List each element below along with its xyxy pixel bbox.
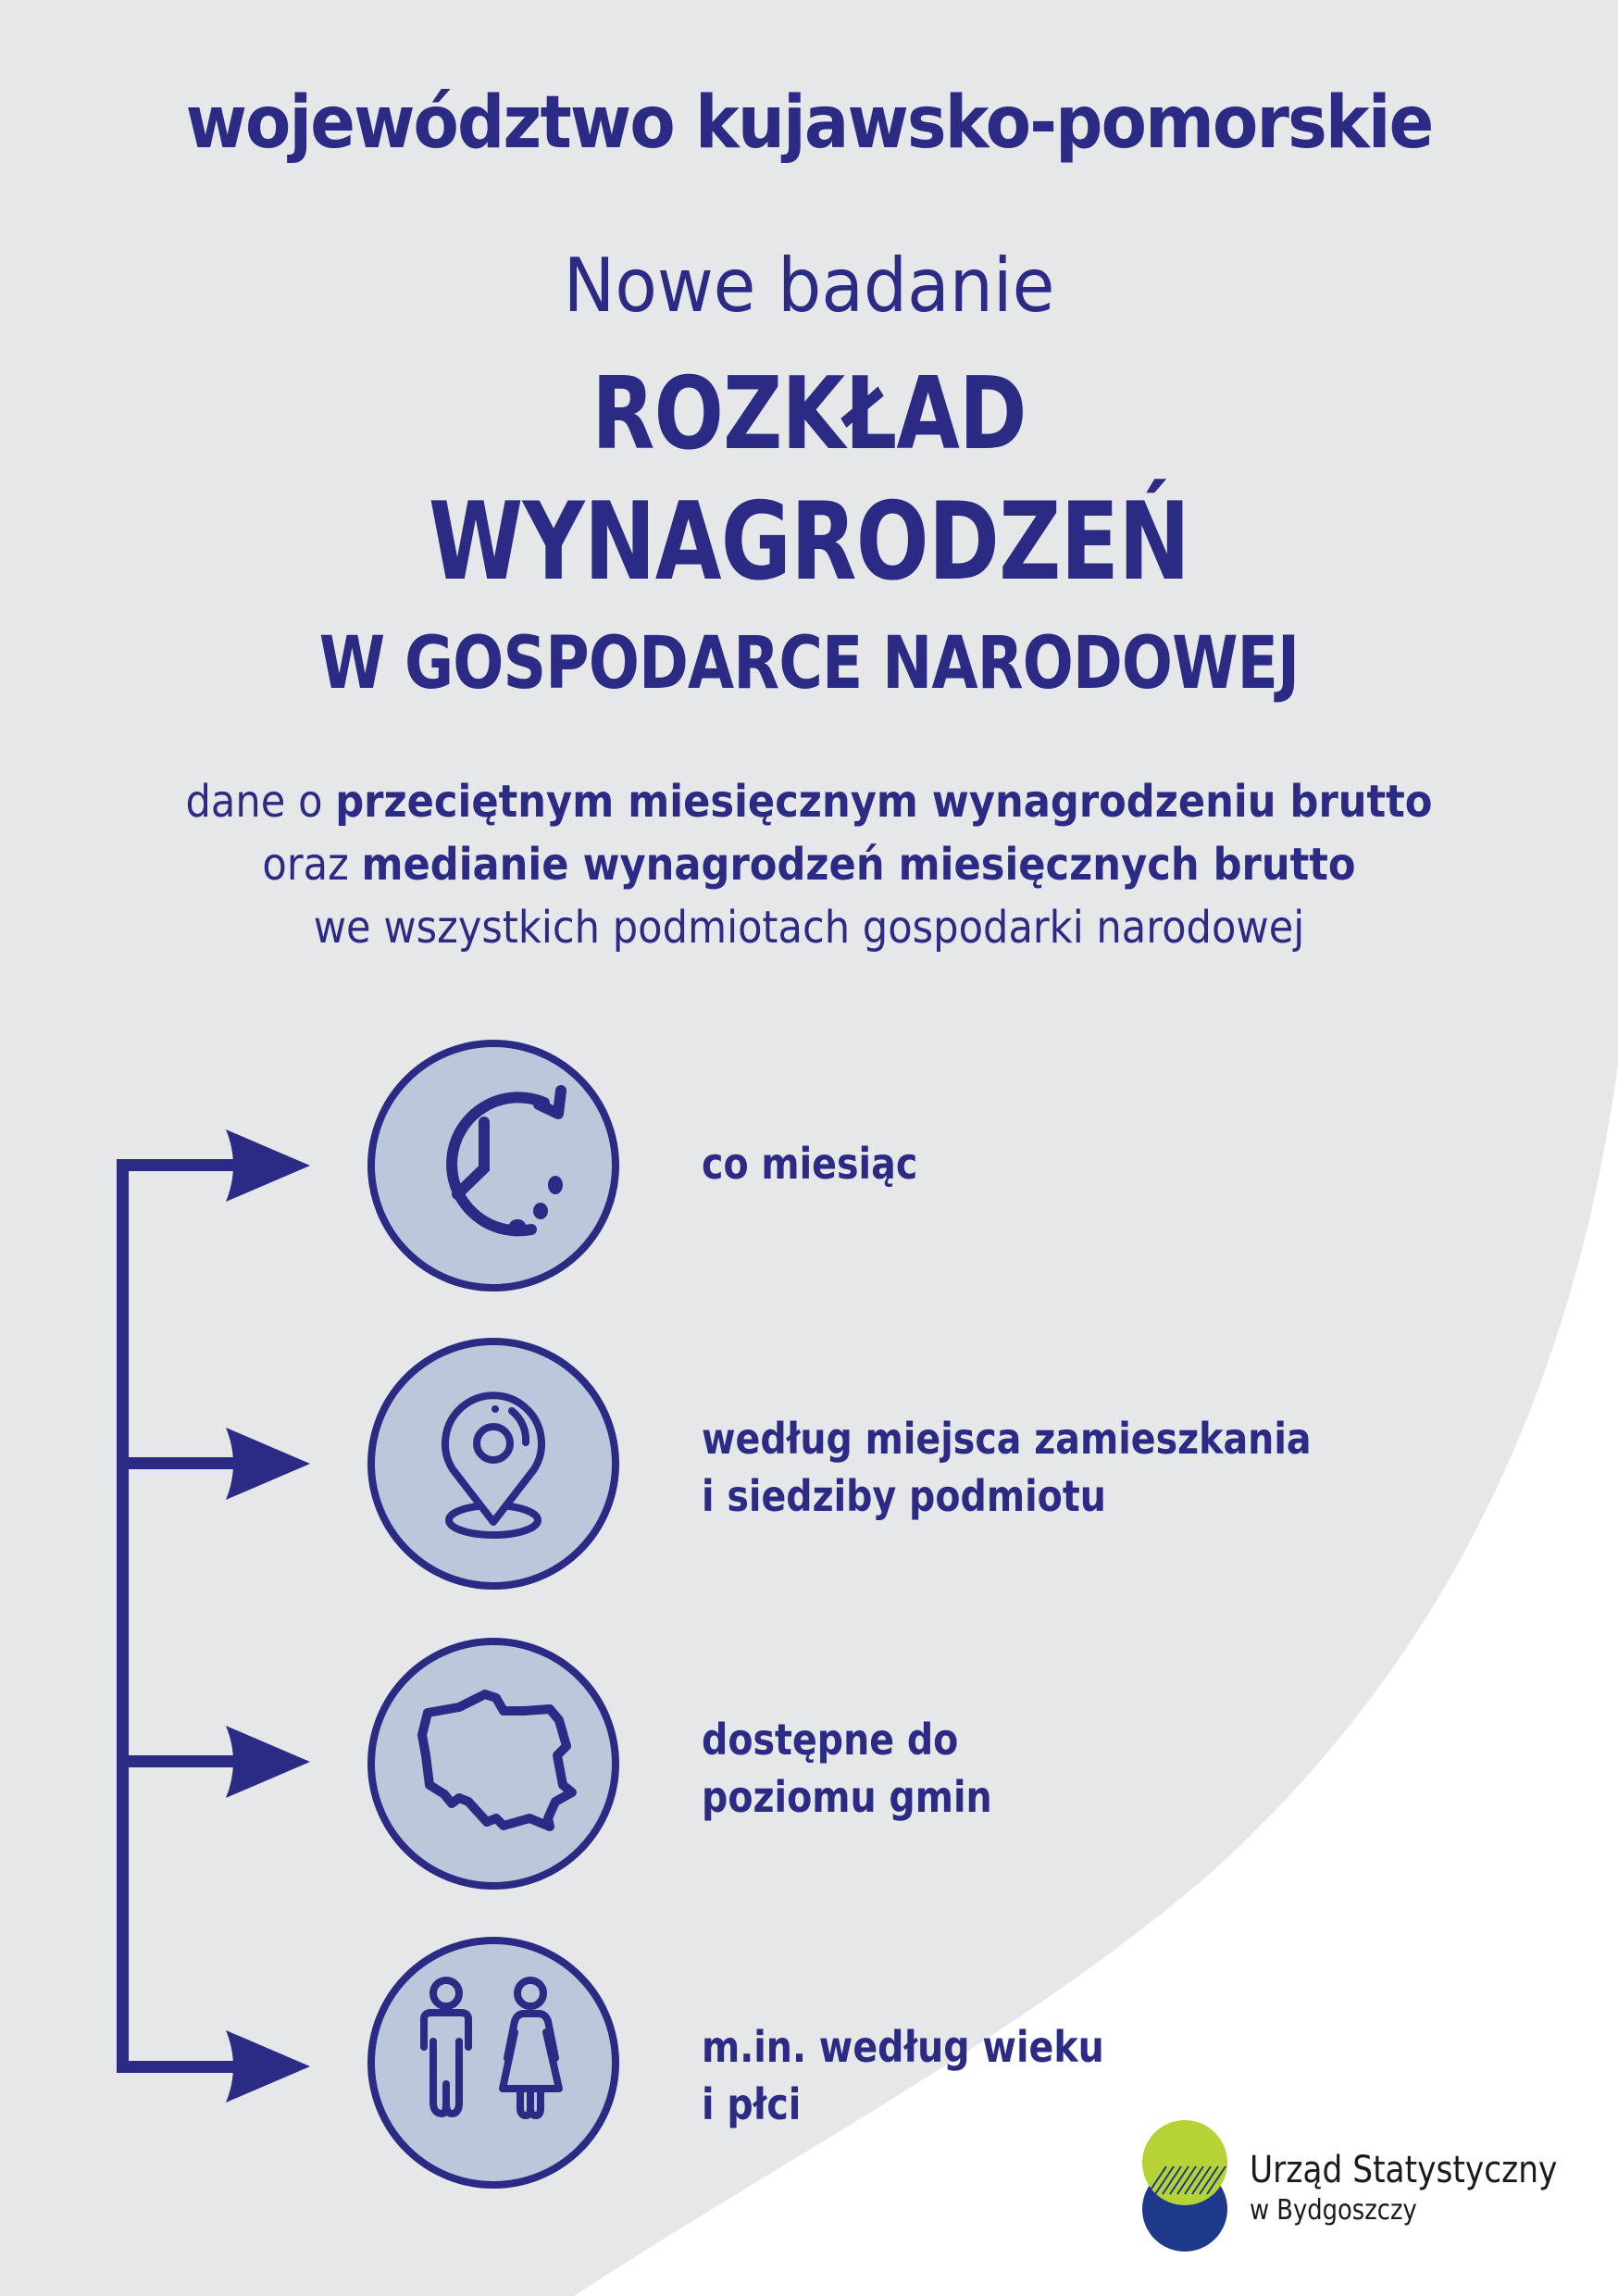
description-bold: przeciętnym miesięcznym wynagrodzeniu brutto	[335, 776, 1433, 828]
arrow-icon	[117, 1726, 310, 1798]
urzad-statystyczny-logo-icon	[1139, 2120, 1231, 2259]
description-bold: medianie wynagrodzeń miesięcznych brutto	[361, 839, 1356, 891]
feature-label-4: m.in. według wieku i płci	[702, 2022, 1104, 2129]
logo-city: w Bydgoszczy	[1250, 2194, 1417, 2227]
poland-map-icon	[367, 1637, 620, 1890]
arrow-icon	[117, 2030, 310, 2103]
map-pin-icon	[367, 1337, 620, 1591]
clock-refresh-icon	[367, 1039, 620, 1292]
feature-label-2: według miejsca zamieszkania i siedziby podmiotu	[702, 1414, 1312, 1521]
feature-label-3: dostępne do poziomu gmin	[702, 1715, 992, 1822]
headline-line-3: W GOSPODARCE NARODOWEJ	[318, 622, 1300, 705]
description-normal: oraz	[262, 839, 362, 891]
headline-line-1: ROZKŁAD	[591, 356, 1027, 472]
connector-arrows	[0, 0, 370, 2296]
headline-line-2: WYNAGRODZEŃ	[428, 480, 1190, 605]
arrow-icon	[117, 1428, 310, 1500]
description-line-3: we wszystkich podmiotach gospodarki narodowej	[313, 902, 1305, 954]
intro-text: Nowe badanie	[563, 243, 1055, 329]
region-title: województwo kujawsko-pomorskie	[185, 81, 1433, 165]
logo-name: Urząd Statystyczny	[1250, 2149, 1558, 2191]
arrow-icon	[117, 1129, 310, 1202]
description-normal: dane o	[185, 776, 336, 828]
feature-label-1: co miesiąc	[702, 1139, 918, 1189]
man-woman-icon	[367, 1936, 620, 2190]
